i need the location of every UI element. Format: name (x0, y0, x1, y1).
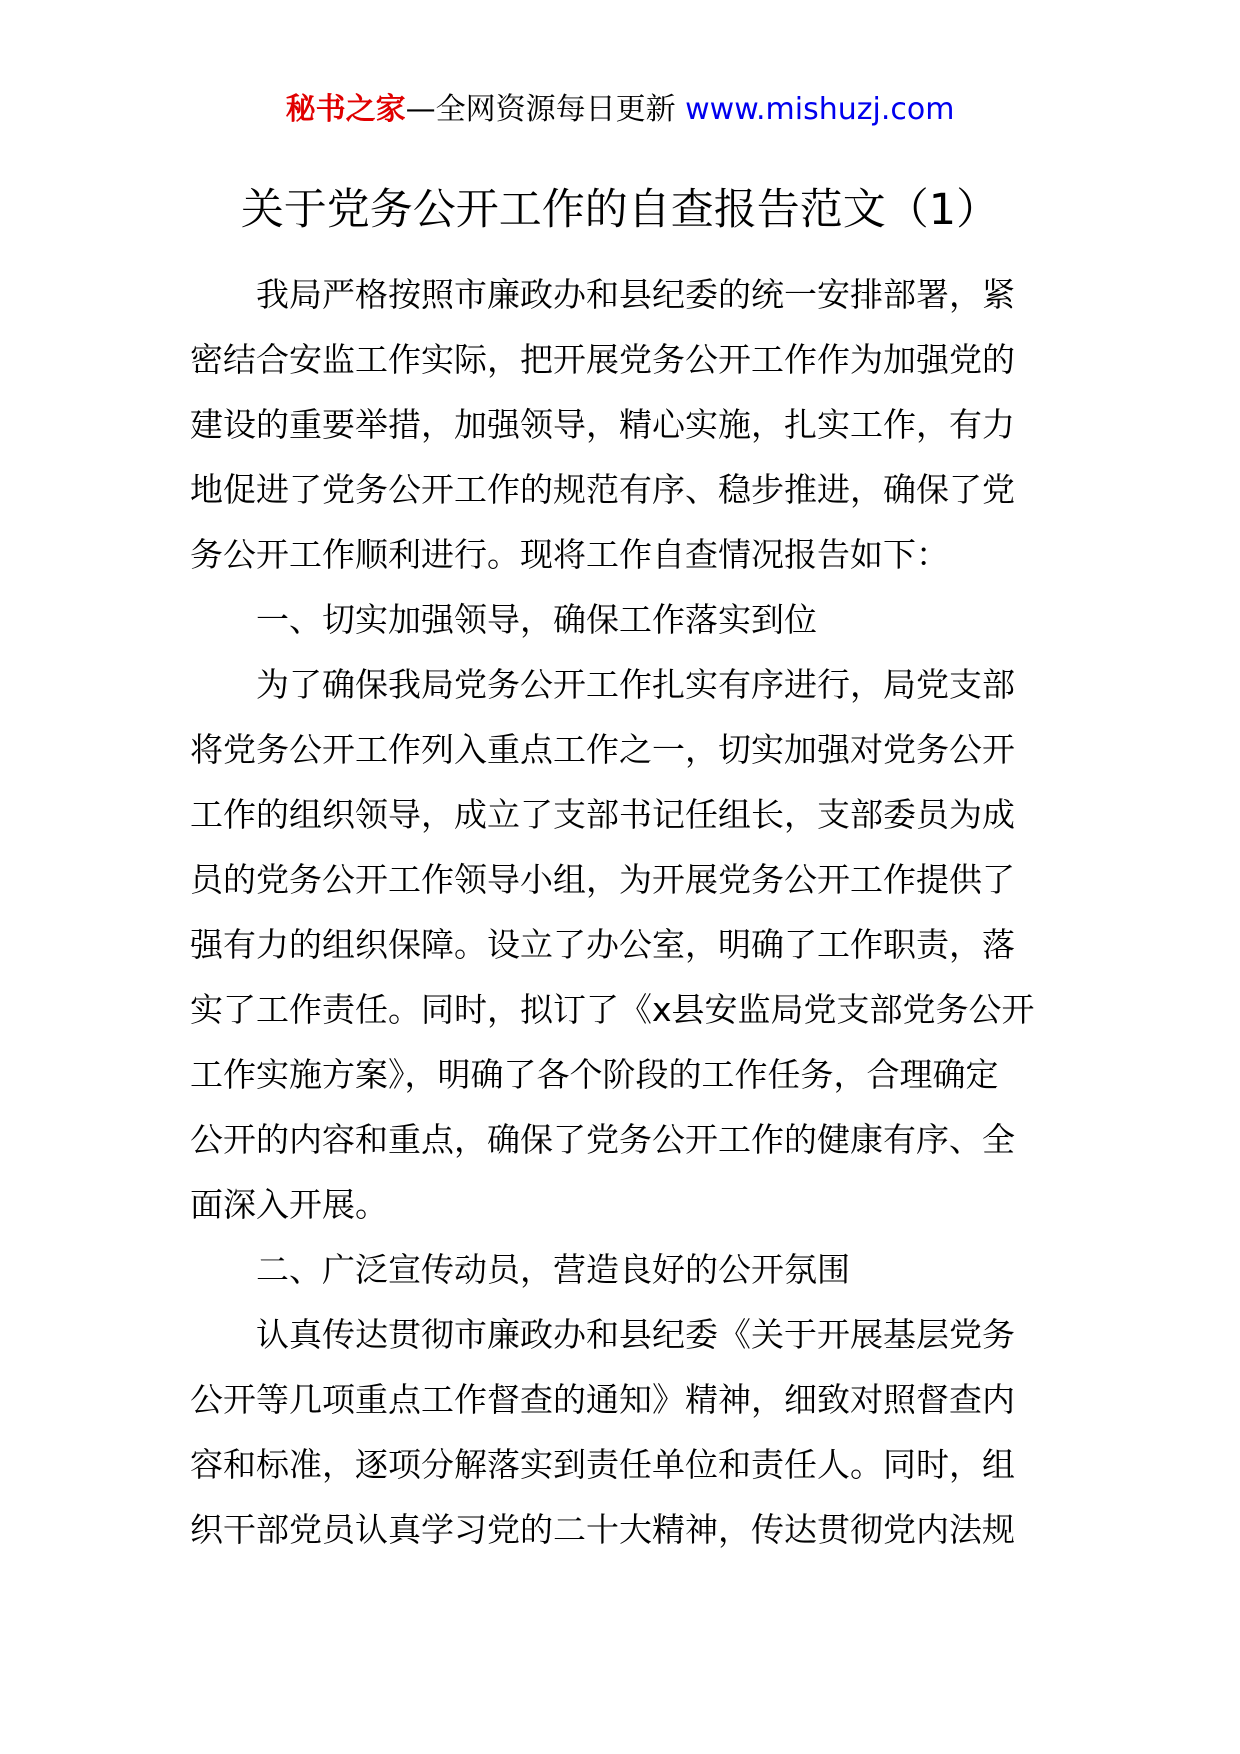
body-line: 面深入开展。 (190, 1185, 388, 1224)
site-url-link[interactable]: www.mishuzj.com (685, 92, 955, 127)
document-title: 关于党务公开工作的自查报告范文（1） (240, 185, 1000, 235)
site-slogan: —全网资源每日更新 (405, 92, 686, 127)
body-line: 认真传达贯彻市廉政办和县纪委《关于开展基层党务 (256, 1315, 1015, 1354)
body-line: 为了确保我局党务公开工作扎实有序进行，局党支部 (256, 665, 1015, 704)
body-line: 工作的组织领导，成立了支部书记任组长，支部委员为成 (190, 795, 1015, 834)
body-line: 密结合安监工作实际，把开展党务公开工作作为加强党的 (190, 340, 1015, 379)
body-line: 容和标准，逐项分解落实到责任单位和责任人。同时，组 (190, 1445, 1015, 1484)
body-line: 公开的内容和重点，确保了党务公开工作的健康有序、全 (190, 1120, 1015, 1159)
body-line: 建设的重要举措，加强领导，精心实施，扎实工作，有力 (190, 405, 1015, 444)
body-line: 工作实施方案》，明确了各个阶段的工作任务，合理确定 (190, 1055, 999, 1094)
body-line: 地促进了党务公开工作的规范有序、稳步推进，确保了党 (190, 470, 1015, 509)
body-line: 我局严格按照市廉政办和县纪委的统一安排部署，紧 (256, 275, 1015, 314)
site-brand: 秘书之家 (285, 92, 406, 127)
body-line: 二、广泛宣传动员，营造良好的公开氛围 (256, 1250, 850, 1289)
body-line: 强有力的组织保障。设立了办公室，明确了工作职责，落 (190, 925, 1015, 964)
body-line: 务公开工作顺利进行。现将工作自查情况报告如下： (190, 535, 949, 574)
body-line: 将党务公开工作列入重点工作之一，切实加强对党务公开 (190, 730, 1015, 769)
body-line: 一、切实加强领导，确保工作落实到位 (256, 600, 817, 639)
site-header (0, 88, 1240, 132)
body-line: 公开等几项重点工作督查的通知》精神，细致对照督查内 (190, 1380, 1015, 1419)
body-line: 实了工作责任。同时，拟订了《x县安监局党支部党务公开 (190, 990, 1035, 1029)
body-line: 织干部党员认真学习党的二十大精神，传达贯彻党内法规 (190, 1510, 1015, 1549)
body-line: 员的党务公开工作领导小组，为开展党务公开工作提供了 (190, 860, 1015, 899)
document-body (190, 262, 1035, 1562)
